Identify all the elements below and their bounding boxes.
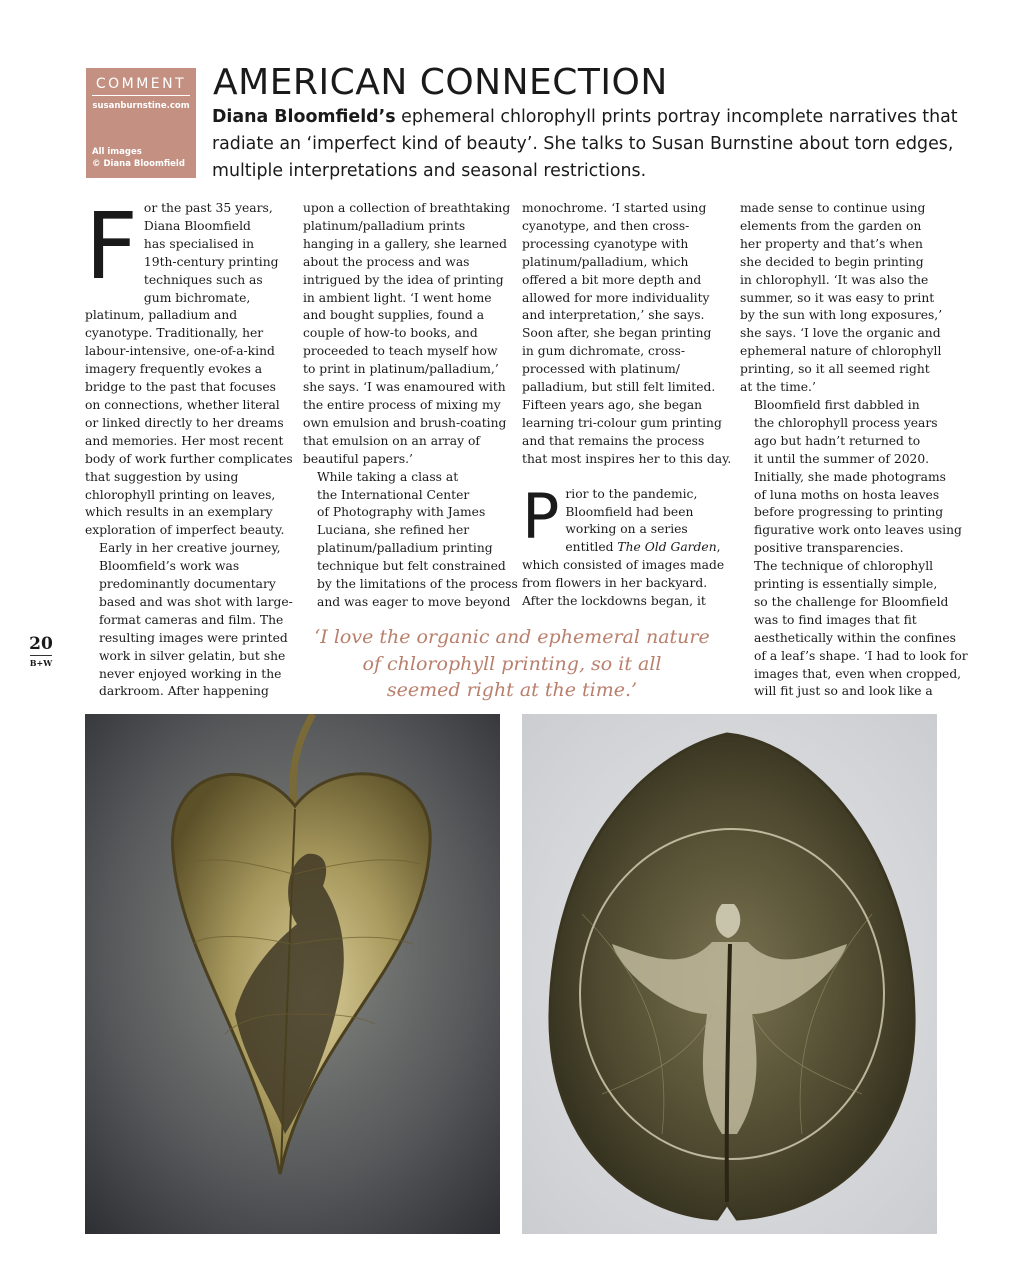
para-lines [303, 200, 511, 469]
line: Fifteen years ago, she began [522, 397, 703, 412]
line: While taking a class at [317, 469, 459, 484]
pull-quote-line: of chlorophyll printing, so it all [362, 652, 662, 675]
line: platinum/palladium, which [522, 254, 689, 269]
line: Initially, she made photograms [754, 469, 946, 484]
line: before progressing to printing [754, 505, 944, 520]
line: Luciana, she refined her [317, 523, 470, 538]
credit-line-1: All images [92, 147, 142, 157]
line: and bought supplies, found a [303, 308, 485, 323]
line: resulting images were printed [99, 630, 288, 645]
line: rior to the pandemic, [565, 486, 698, 501]
magazine-mark: B+W [29, 658, 53, 668]
line: exploration of imperfect beauty. [85, 523, 285, 538]
line: Early in her creative journey, [99, 541, 281, 556]
paragraph [303, 469, 518, 612]
line: proceeded to teach myself how [303, 344, 498, 359]
line: hanging in a gallery, she learned [303, 236, 507, 251]
standfirst [212, 104, 972, 185]
line: the International Center [317, 487, 470, 502]
line: ephemeral nature of chlorophyll [740, 344, 942, 359]
line: The technique of chlorophyll [754, 559, 934, 574]
line: working on a series [565, 522, 688, 537]
line: technique but felt constrained [317, 559, 506, 574]
line: own emulsion and brush-coating [303, 415, 507, 430]
line: by the sun with long exposures,’ [740, 308, 943, 323]
line: learning tri-colour gum printing [522, 415, 722, 430]
paragraph [522, 200, 732, 469]
line: made sense to continue using [740, 201, 926, 215]
photo-round-leaf-figure [522, 714, 937, 1234]
line: will fit just so and look like a [754, 684, 933, 699]
line: positive transparencies. [754, 541, 904, 556]
line: printing, so it all seemed right [740, 362, 930, 377]
pull-quote [300, 624, 724, 704]
body-column-3 [522, 200, 732, 611]
line: palladium, but still felt limited. [522, 380, 716, 395]
line: labour-intensive, one-of-a-kind [85, 344, 275, 359]
line: bridge to the past that focuses [85, 380, 276, 395]
line: to print in platinum/palladium,’ [303, 362, 499, 377]
line: so the challenge for Bloomfield [754, 594, 949, 609]
line: which results in an exemplary [85, 505, 273, 520]
line: chlorophyll printing on leaves, [85, 487, 276, 502]
line: work in silver gelatin, but she [99, 648, 286, 663]
line: predominantly documentary [99, 577, 276, 592]
photo-leaf-profile [85, 714, 500, 1234]
para-lines [85, 540, 293, 701]
line: Bloomfield’s work was [99, 559, 240, 574]
page-number: 20 [29, 634, 53, 654]
line: and memories. Her most recent [85, 433, 284, 448]
line: imagery frequently evokes a [85, 362, 263, 377]
paragraph [85, 193, 293, 540]
comment-rule [92, 95, 190, 96]
line-text: entitled [565, 540, 618, 555]
line: format cameras and film. The [99, 612, 284, 627]
image-credit [92, 146, 185, 170]
paragraph [522, 479, 727, 611]
line: her property and that’s when [740, 236, 923, 251]
line: 19th-century printing [143, 254, 279, 269]
line: upon a collection of breathtaking [303, 201, 511, 215]
line: Bloomfield first dabbled in [754, 397, 920, 412]
line: or linked directly to her dreams [85, 415, 284, 430]
standfirst-text: ephemeral chlorophyll prints portray incomplete narratives that radiate an ‘imperfect kind of beauty’. She talks to Susan Burnstine about torn edges, multiple interpretations and seasonal restrictions. [212, 107, 958, 181]
line: couple of how-to books, and [303, 326, 478, 341]
pull-quote-line: seemed right at the time.’ [386, 679, 638, 701]
line: and that remains the process [522, 433, 705, 448]
photo-heart-leaf-silhouette [85, 714, 500, 1234]
para-lines [522, 200, 732, 469]
line: the entire process of mixing my [303, 397, 501, 412]
line: images that, even when cropped, [754, 666, 962, 681]
para-lines [740, 397, 962, 558]
line: she decided to begin printing [740, 254, 924, 269]
body-column-4 [740, 200, 968, 701]
line: Soon after, she began printing [522, 326, 712, 341]
line: of Photography with James [317, 505, 486, 520]
line: elements from the garden on [740, 218, 922, 233]
line: of a leaf’s shape. ‘I had to look for [754, 648, 968, 663]
line: it until the summer of 2020. [754, 451, 930, 466]
paragraph [740, 200, 945, 397]
line: she says. ‘I love the organic and [740, 326, 941, 341]
comment-box [86, 68, 196, 178]
line: platinum/palladium printing [317, 541, 493, 556]
credit-line-2: © Diana Bloomfield [92, 159, 185, 169]
line: of luna moths on hosta leaves [754, 487, 940, 502]
folio-rule [30, 655, 52, 656]
headline: AMERICAN CONNECTION [213, 62, 668, 103]
comment-label: COMMENT [95, 76, 187, 92]
line: After the lockdowns began, it [522, 594, 706, 609]
drop-cap: F [85, 193, 138, 300]
line: about the process and was [303, 254, 470, 269]
line: aesthetically within the confines [754, 630, 956, 645]
line: on connections, whether literal [85, 397, 280, 412]
folio [26, 634, 56, 668]
body-column-1 [85, 193, 293, 701]
line: in gum dichromate, cross- [522, 344, 685, 359]
line: darkroom. After happening [99, 684, 269, 699]
line: intrigued by the idea of printing [303, 272, 504, 287]
line: allowed for more individuality [522, 290, 710, 305]
line: based and was shot with large- [99, 594, 293, 609]
line: body of work further complicates [85, 451, 293, 466]
website-link[interactable]: susanburnstine.com [92, 101, 190, 111]
punctuation: , [716, 540, 721, 555]
line: beautiful papers.’ [303, 451, 413, 466]
line: ago but hadn’t returned to [754, 433, 921, 448]
line: at the time.’ [740, 380, 816, 395]
drop-cap: P [522, 479, 560, 553]
line: she says. ‘I was enamoured with [303, 380, 506, 395]
paragraph [85, 540, 293, 701]
line: that suggestion by using [85, 469, 239, 484]
line: by the limitations of the process [317, 577, 518, 592]
para-lines [740, 558, 968, 701]
para-lines [522, 557, 727, 611]
line: the chlorophyll process years [754, 415, 938, 430]
line: summer, so it was easy to print [740, 290, 935, 305]
line: processed with platinum/ [522, 362, 680, 377]
line: gum bichromate, [143, 290, 251, 305]
line: in chlorophyll. ‘It was also the [740, 272, 929, 287]
line: offered a bit more depth and [522, 272, 702, 287]
line: that most inspires her to this day. [522, 451, 732, 466]
line: was to find images that fit [754, 612, 917, 627]
line: figurative work onto leaves using [754, 523, 962, 538]
line: never enjoyed working in the [99, 666, 282, 681]
line: printing is essentially simple, [754, 577, 938, 592]
line: and was eager to move beyond [317, 594, 511, 609]
line: in ambient light. ‘I went home [303, 290, 492, 305]
para-lines [303, 469, 518, 612]
line: Diana Bloomfield [143, 218, 251, 233]
line: platinum, palladium and [85, 308, 238, 323]
line: and interpretation,’ she says. [522, 308, 705, 323]
pull-quote-line: ‘I love the organic and ephemeral nature [314, 626, 710, 648]
line: cyanotype, and then cross- [522, 218, 690, 233]
standfirst-name: Diana Bloomfield’s [212, 107, 396, 127]
body-column-2 [303, 200, 518, 612]
para-lines [740, 200, 945, 397]
series-title: The Old Garden [617, 540, 717, 555]
line: or the past 35 years, [143, 201, 273, 215]
paragraph [740, 397, 962, 558]
line: Bloomfield had been [565, 504, 694, 519]
line: cyanotype. Traditionally, her [85, 326, 264, 341]
paragraph [740, 558, 968, 701]
paragraph [303, 200, 511, 469]
line: which consisted of images made [522, 558, 725, 573]
line: processing cyanotype with [522, 236, 689, 251]
line: has specialised in [143, 236, 255, 251]
photo-leaf-figure [522, 714, 937, 1234]
line: monochrome. ‘I started using [522, 201, 707, 215]
line: platinum/palladium prints [303, 218, 466, 233]
line: from flowers in her backyard. [522, 576, 708, 591]
line: techniques such as [143, 272, 263, 287]
line: that emulsion on an array of [303, 433, 480, 448]
